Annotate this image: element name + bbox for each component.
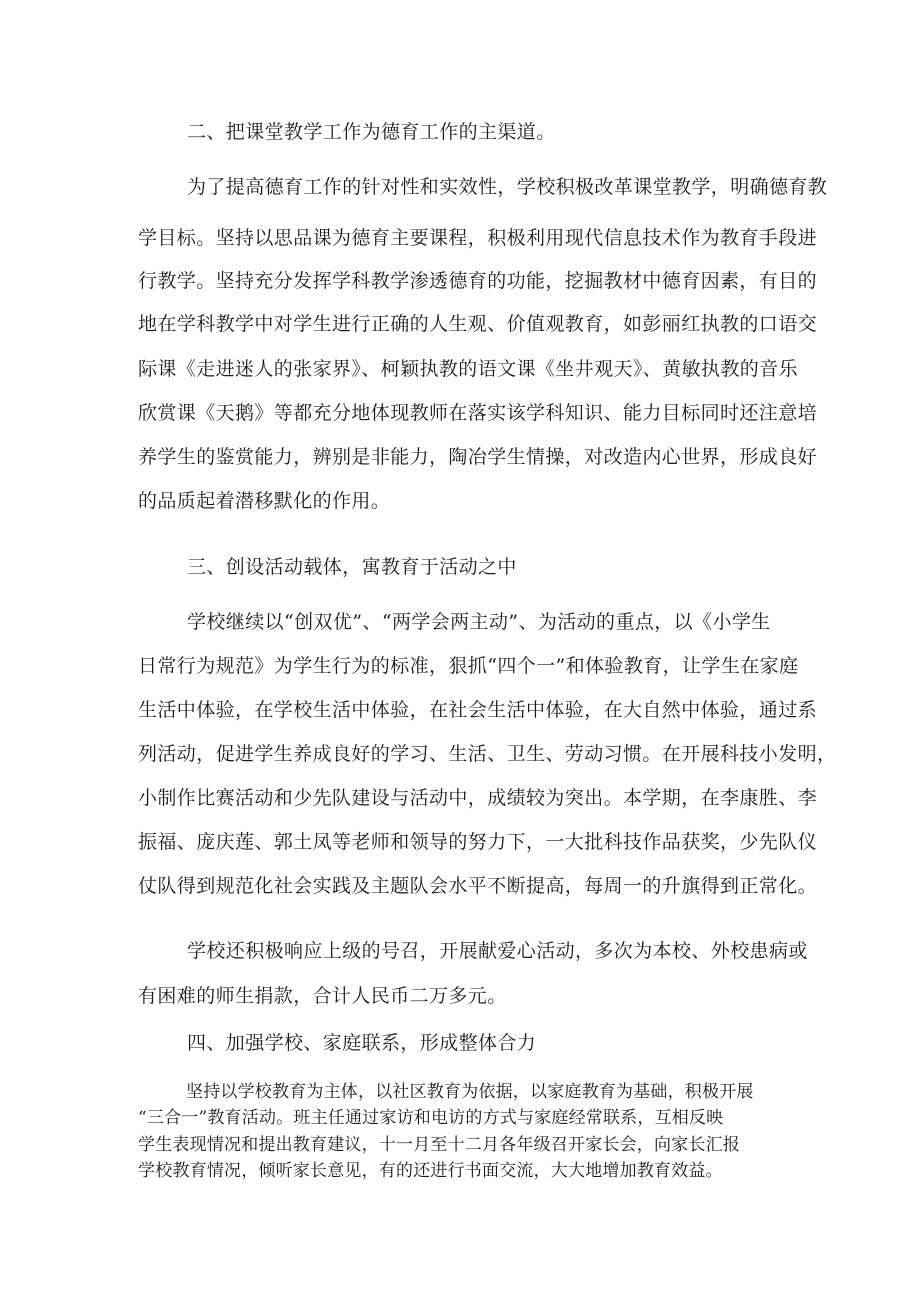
paragraph-line: 振福、庞庆莲、郭土凤等老师和领导的努力下，一大批科技作品获奖，少先队仪	[138, 831, 818, 853]
paragraph-line: 学校继续以“创双优”、“两学会两主动”、为活动的重点，以《小学生	[187, 611, 771, 633]
paragraph-line: 坚持以学校教育为主体，以社区教育为依据，以家庭教育为基础，积极开展	[186, 1082, 754, 1102]
paragraph-line: 有困难的师生捐款，合计人民币二万多元。	[138, 985, 507, 1007]
paragraph-line: 仗队得到规范化社会实践及主题队会水平不断提高，每周一的升旗得到正常化。	[138, 875, 818, 897]
paragraph-line: 学目标。坚持以思品课为德育主要课程，积极利用现代信息技术作为教育手段进	[138, 227, 818, 249]
paragraph-line: 生活中体验，在学校生活中体验，在社会生活中体验，在大自然中体验，通过系	[138, 699, 818, 721]
paragraph-line: 为了提高德育工作的针对性和实效性，学校积极改革课堂教学，明确德育教	[187, 176, 828, 198]
paragraph-line: 行教学。坚持充分发挥学科教学渗透德育的功能，挖掘教材中德育因素，有目的	[138, 270, 818, 292]
paragraph-line: 日常行为规范》为学生行为的标准，狠抓“四个一”和体验教育，让学生在家庭	[138, 655, 799, 677]
section-heading: 四、加强学校、家庭联系，形成整体合力	[187, 1032, 537, 1054]
paragraph-line: 际课《走进迷人的张家界》、柯颖执教的语文课《坐井观天》、黄敏执教的音乐	[138, 358, 799, 380]
paragraph-line: 欣赏课《天鹅》等都充分地体现教师在落实该学科知识、能力目标同时还注意培	[138, 402, 818, 424]
paragraph-line: 学生表现情况和提出教育建议，十一月至十二月各年级召开家长会，向家长汇报	[138, 1135, 740, 1155]
paragraph-line: 的品质起着潜移默化的作用。	[138, 490, 391, 512]
paragraph-line: 地在学科教学中对学生进行正确的人生观、价值观教育，如彭丽红执教的口语交	[138, 313, 818, 335]
paragraph-line: “三合一”教育活动。班主任通过家访和电访的方式与家庭经常联系，互相反映	[138, 1108, 724, 1128]
paragraph-line: 小制作比赛活动和少先队建设与活动中，成绩较为突出。本学期，在李康胜、李	[138, 787, 818, 809]
paragraph-line: 学校教育情况，倾听家长意见，有的还进行书面交流，大大地增加教育效益。	[138, 1161, 723, 1181]
paragraph-line: 列活动，促进学生养成良好的学习、生活、卫生、劳动习惯。在开展科技小发明，	[138, 743, 837, 765]
section-heading: 三、创设活动载体，寓教育于活动之中	[187, 556, 517, 578]
paragraph-line: 养学生的鉴赏能力，辨别是非能力，陶冶学生情操，对改造内心世界，形成良好	[138, 446, 818, 468]
paragraph-line: 学校还积极响应上级的号召，开展献爱心活动，多次为本校、外校患病或	[187, 940, 808, 962]
section-heading: 二、把课堂教学工作为德育工作的主渠道。	[187, 121, 556, 143]
